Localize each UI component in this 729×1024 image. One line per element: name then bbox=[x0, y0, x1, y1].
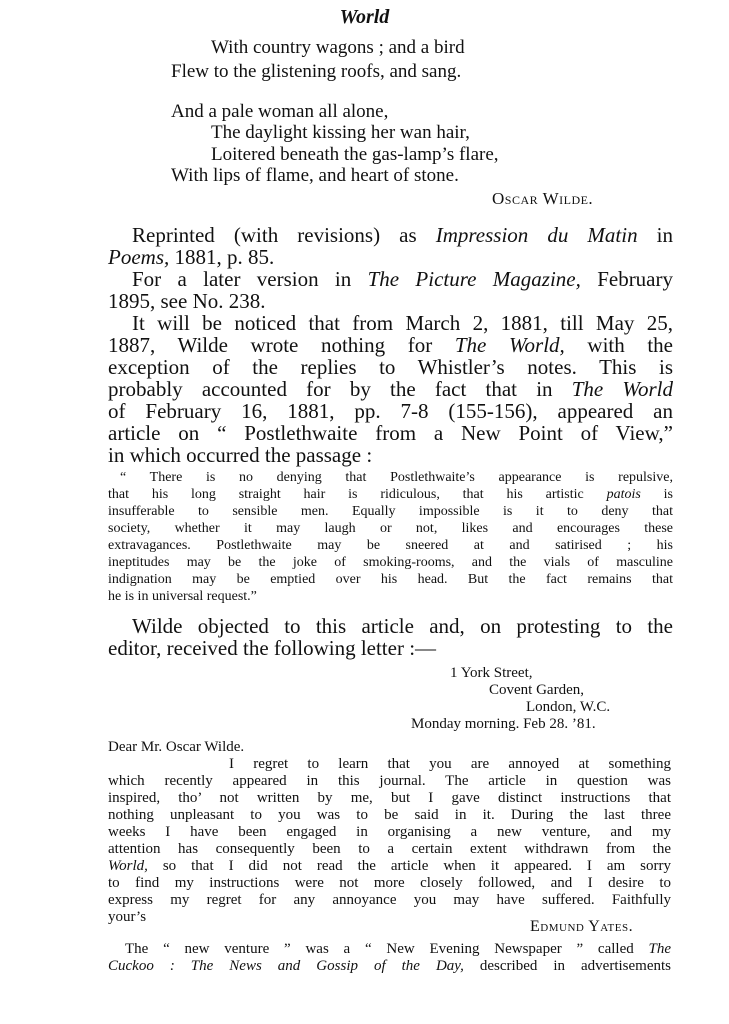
letter-date: Monday morning. Feb 28. ’81. bbox=[411, 716, 596, 732]
note-line: of February 16, 1881, pp. 7-8 (155-156), appeared an bbox=[108, 399, 673, 423]
letter-address-line: London, W.C. bbox=[526, 699, 611, 715]
quote-line: insufferable to sensible men. Equally impossible is it to deny that bbox=[108, 504, 673, 519]
closing-line: The “ new venture ” was a “ New Evening Newspaper ” called The bbox=[125, 941, 671, 957]
quote-line: indignation may be emptied over his head. But the fact remains that bbox=[108, 572, 673, 587]
letter-line: World, so that I did not read the article when it appeared. I am sorry bbox=[108, 858, 671, 874]
letter-signature: Edmund Yates. bbox=[530, 918, 634, 935]
note-line: in which occurred the passage : bbox=[108, 443, 373, 467]
letter-salutation: Dear Mr. Oscar Wilde. bbox=[108, 739, 245, 755]
note-line: It will be noticed that from March 2, 1881, till May 25, bbox=[132, 311, 673, 335]
note-line: exception of the replies to Whistler’s notes. This is bbox=[108, 355, 673, 379]
note-line: probably accounted for by the fact that in The World bbox=[108, 377, 673, 401]
note-line: Poems, 1881, p. 85. bbox=[108, 245, 275, 269]
quote-line: extravagances. Postlethwaite may be sneered at and satirised ; his bbox=[108, 538, 673, 553]
letter-line: to find my instructions were not more closely followed, and I desire to bbox=[108, 875, 671, 891]
poem-signature: Oscar Wilde. bbox=[492, 189, 594, 208]
letter-address-line: 1 York Street, bbox=[450, 665, 533, 681]
letter-address-line: Covent Garden, bbox=[489, 682, 584, 698]
note-line: 1887, Wilde wrote nothing for The World, with the bbox=[108, 333, 674, 357]
running-header: World bbox=[339, 6, 390, 28]
poem-line: Loitered beneath the gas-lamp’s flare, bbox=[211, 144, 499, 165]
poem-line: With lips of flame, and heart of stone. bbox=[171, 165, 459, 186]
letter-line: which recently appeared in this journal. The article in question was bbox=[108, 773, 671, 789]
letter-line: inspired, tho’ not written by me, but I gave distinct instructions that bbox=[108, 790, 671, 806]
note-line: Reprinted (with revisions) as Impression du Matin in bbox=[132, 223, 673, 247]
note-line: 1895, see No. 238. bbox=[108, 289, 266, 313]
closing-line: Cuckoo : The News and Gossip of the Day, described in advertisements bbox=[108, 958, 671, 974]
letter-line: weeks I have been engaged in organising a new venture, and my bbox=[108, 824, 671, 840]
quote-line: he is in universal request.” bbox=[108, 589, 257, 604]
poem-line: Flew to the glistening roofs, and sang. bbox=[171, 61, 462, 82]
note-line: Wilde objected to this article and, on protesting to the bbox=[132, 614, 673, 638]
note-line: article on “ Postlethwaite from a New Point of View,” bbox=[108, 421, 673, 445]
quote-line: that his long straight hair is ridiculous, that his artistic patois is bbox=[108, 487, 673, 502]
quote-line: society, whether it may laugh or not, likes and encourages these bbox=[108, 521, 673, 536]
letter-line: your’s bbox=[108, 909, 147, 925]
poem-line: The daylight kissing her wan hair, bbox=[211, 122, 470, 143]
letter-line: express my regret for any annoyance you may have suffered. Faithfully bbox=[108, 892, 671, 908]
letter-line: attention has consequently been to a certain extent withdrawn from the bbox=[108, 841, 671, 857]
letter-line: nothing unpleasant to you was to be said in it. During the last three bbox=[108, 807, 671, 823]
letter-line: I regret to learn that you are annoyed at something bbox=[229, 756, 671, 772]
quote-line: ineptitudes may be the joke of smoking-rooms, and the vials of masculine bbox=[108, 555, 673, 570]
note-line: For a later version in The Picture Magazine, February bbox=[132, 267, 673, 291]
poem-line: And a pale woman all alone, bbox=[171, 101, 389, 122]
note-line: editor, received the following letter :— bbox=[108, 636, 437, 660]
quote-line: “ There is no denying that Postlethwaite’s appearance is repulsive, bbox=[120, 470, 673, 485]
poem-line: With country wagons ; and a bird bbox=[211, 37, 465, 58]
